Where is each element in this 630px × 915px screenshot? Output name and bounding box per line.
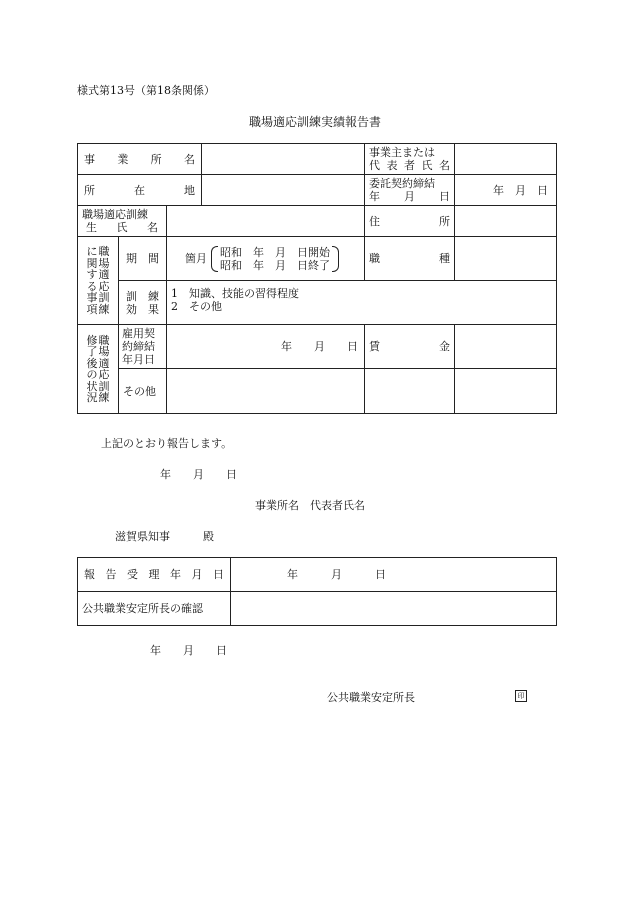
effect-item-2: 2 その他 bbox=[171, 300, 222, 313]
receipt-table bbox=[77, 557, 557, 626]
address-label: 住 所 bbox=[365, 206, 455, 237]
training-group-label: に 関 す る 事 項 職 場 適 応 訓 練 bbox=[78, 237, 119, 325]
employment-date-label: 雇用契 約締結 年月日 bbox=[119, 325, 167, 369]
received-date-label: 報 告 受 理 年 月 日 bbox=[78, 558, 231, 592]
report-date: 年 月 日 bbox=[160, 468, 237, 481]
trainee-name-field[interactable] bbox=[167, 206, 365, 237]
owner-label: 事業主または 代 表 者 氏 名 bbox=[365, 144, 455, 175]
trainee-label: 職場適応訓練 生 氏 名 bbox=[78, 206, 167, 237]
effect-item-1: 1 知識、技能の習得程度 bbox=[171, 287, 299, 300]
other-extra-field-2[interactable] bbox=[455, 369, 557, 414]
wage-field[interactable] bbox=[455, 325, 557, 369]
right-brace-icon bbox=[332, 246, 339, 272]
establishment-name-label: 事 業 所 名 bbox=[78, 144, 202, 175]
effect-field[interactable] bbox=[167, 281, 557, 325]
occupation-field[interactable] bbox=[455, 237, 557, 281]
row-received bbox=[78, 558, 557, 592]
period-label: 期 間 bbox=[119, 237, 167, 281]
occupation-label: 職 種 bbox=[365, 237, 455, 281]
applicant-line: 事業所名 代表者氏名 bbox=[255, 499, 365, 512]
period-field[interactable] bbox=[167, 237, 365, 281]
contract-date-field[interactable]: 年 月 日 bbox=[455, 175, 557, 206]
seal-icon: 印 bbox=[515, 690, 527, 702]
location-label: 所 在 地 bbox=[78, 175, 202, 206]
row-location bbox=[78, 175, 557, 206]
left-brace-icon bbox=[211, 246, 218, 272]
period-unit: 箇月 bbox=[185, 252, 207, 265]
received-date-field[interactable]: 年 月 日 bbox=[231, 558, 557, 592]
establishment-name-field[interactable] bbox=[202, 144, 365, 175]
effect-label: 訓 練 効 果 bbox=[119, 281, 167, 325]
after-group-label: 修 了 後 の 状 況 職 場 適 応 訓 練 bbox=[78, 325, 119, 414]
row-establishment bbox=[78, 144, 557, 175]
confirm-date: 年 月 日 bbox=[150, 644, 227, 657]
office-head: 公共職業安定所長 bbox=[327, 691, 415, 704]
row-employment bbox=[78, 325, 557, 369]
statement: 上記のとおり報告します。 bbox=[101, 437, 233, 450]
row-trainee bbox=[78, 206, 557, 237]
employment-date-field[interactable]: 年 月 日 bbox=[167, 325, 365, 369]
row-effect bbox=[78, 281, 557, 325]
owner-field[interactable] bbox=[455, 144, 557, 175]
contract-date-label: 委託契約締結 年 月 日 bbox=[365, 175, 455, 206]
location-field[interactable] bbox=[202, 175, 365, 206]
report-table bbox=[77, 143, 557, 414]
other-extra-field[interactable] bbox=[365, 369, 455, 414]
row-other bbox=[78, 369, 557, 414]
period-start: 昭和 年 月 日開始 bbox=[220, 245, 330, 259]
row-confirm bbox=[78, 592, 557, 626]
confirm-field[interactable] bbox=[231, 592, 557, 626]
row-period bbox=[78, 237, 557, 281]
wage-label: 賃 金 bbox=[365, 325, 455, 369]
addressee: 滋賀県知事 殿 bbox=[115, 530, 214, 543]
other-field[interactable] bbox=[167, 369, 365, 414]
period-end: 昭和 年 月 日終了 bbox=[220, 258, 330, 272]
address-field[interactable] bbox=[455, 206, 557, 237]
other-label: その他 bbox=[119, 369, 167, 414]
form-number: 様式第13号（第18条関係） bbox=[77, 84, 215, 97]
confirm-label: 公共職業安定所長の確認 bbox=[78, 592, 231, 626]
document-title: 職場適応訓練実績報告書 bbox=[248, 115, 381, 129]
